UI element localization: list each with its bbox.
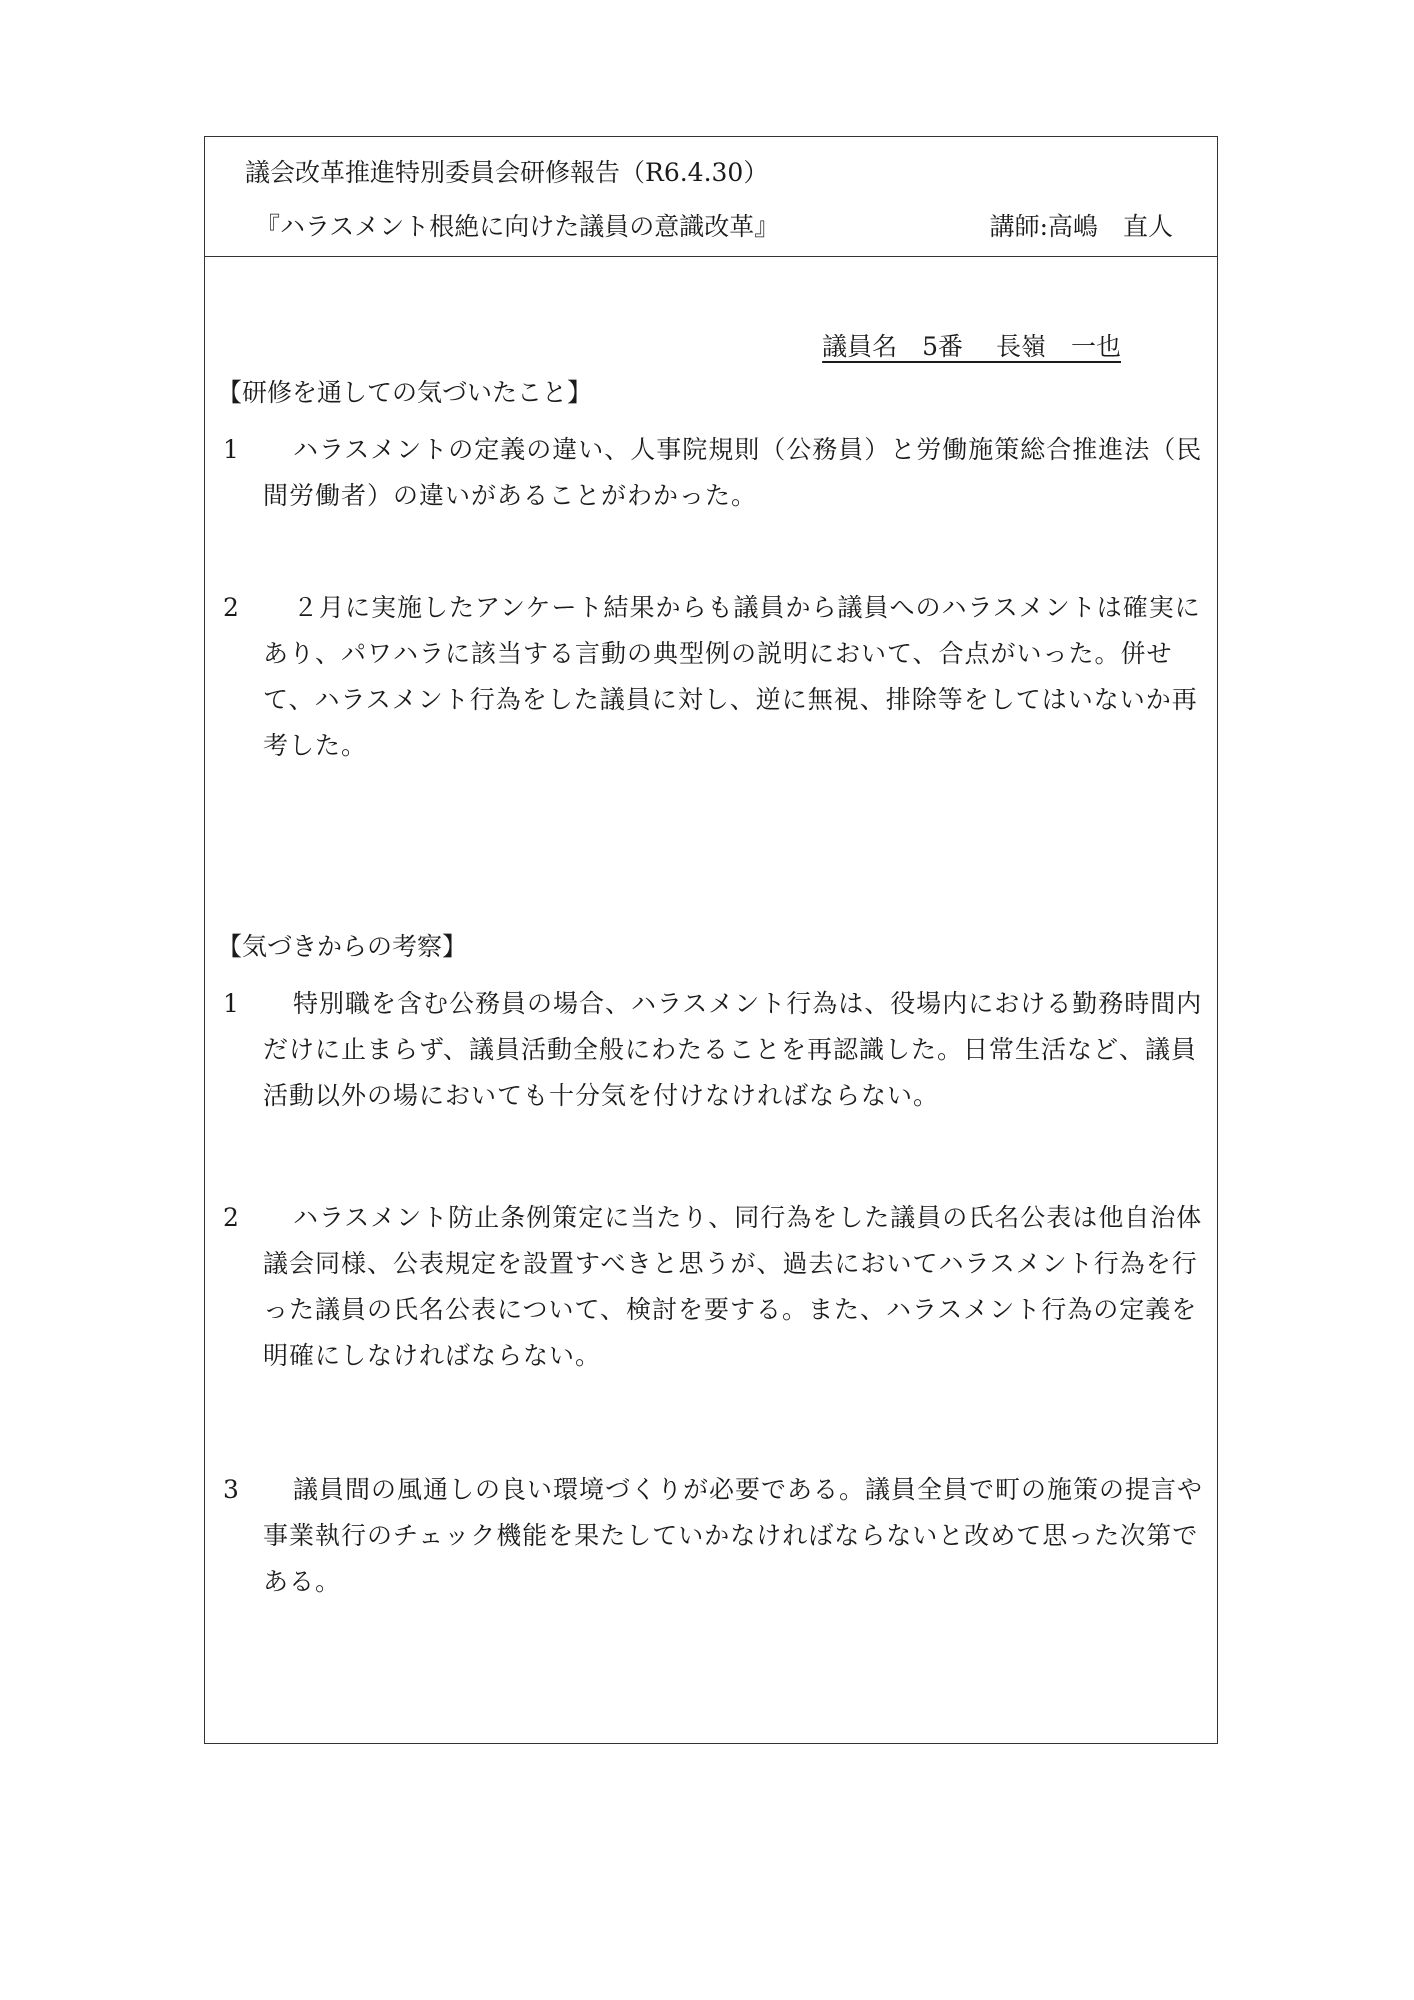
item-number: 2 <box>223 1203 239 1232</box>
list-item <box>223 427 1207 519</box>
section-heading-consideration: 【気づきからの考察】 <box>217 932 468 961</box>
list-item <box>223 981 1207 1119</box>
report-title: 議会改革推進特別委員会研修報告（R6.4.30） <box>245 158 769 187</box>
member-name: 議員名 5番 長嶺 一也 <box>822 332 1121 361</box>
lecture-title: 『ハラスメント根絶に向けた議員の意識改革』 <box>255 212 780 241</box>
item-number: 1 <box>223 989 239 1018</box>
item-text: 議員間の風通しの良い環境づくりが必要である。議員全員で町の施策の提言や事業執行のチェック機能を果たしていかなければならないと改めて思った次第である。 <box>263 1475 1204 1596</box>
item-text: 特別職を含む公務員の場合、ハラスメント行為は、役場内における勤務時間内だけに止まらず、議員活動全般にわたることを再認識した。日常生活など、議員活動以外の場においても十分気を付けなければならない。 <box>263 989 1203 1110</box>
item-text: ２月に実施したアンケート結果からも議員から議員へのハラスメントは確実にあり、パワハラに該当する言動の典型例の説明において、合点がいった。併せて、ハラスメント行為をした議員に対し、逆に無視、排除等をしてはいないか再考した。 <box>263 593 1201 760</box>
list-item <box>223 1467 1207 1605</box>
item-text: ハラスメント防止条例策定に当たり、同行為をした議員の氏名公表は他自治体議会同様、公表規定を設置すべきと思うが、過去においてハラスメント行為を行った議員の氏名公表について、検討を要する。また、ハラスメント行為の定義を明確にしなければならない。 <box>263 1203 1203 1370</box>
item-number: 3 <box>223 1475 239 1504</box>
report-header <box>205 137 1217 257</box>
section-heading-awareness: 【研修を通しての気づいたこと】 <box>217 378 593 407</box>
lecturer-name: 講師:高嶋 直人 <box>989 212 1173 241</box>
item-text: ハラスメントの定義の違い、人事院規則（公務員）と労働施策総合推進法（民間労働者）の違いがあることがわかった。 <box>263 435 1203 510</box>
list-item <box>223 1195 1207 1379</box>
item-number: 2 <box>223 593 239 622</box>
list-item <box>223 585 1207 769</box>
report-box <box>204 136 1218 1744</box>
item-number: 1 <box>223 435 239 464</box>
